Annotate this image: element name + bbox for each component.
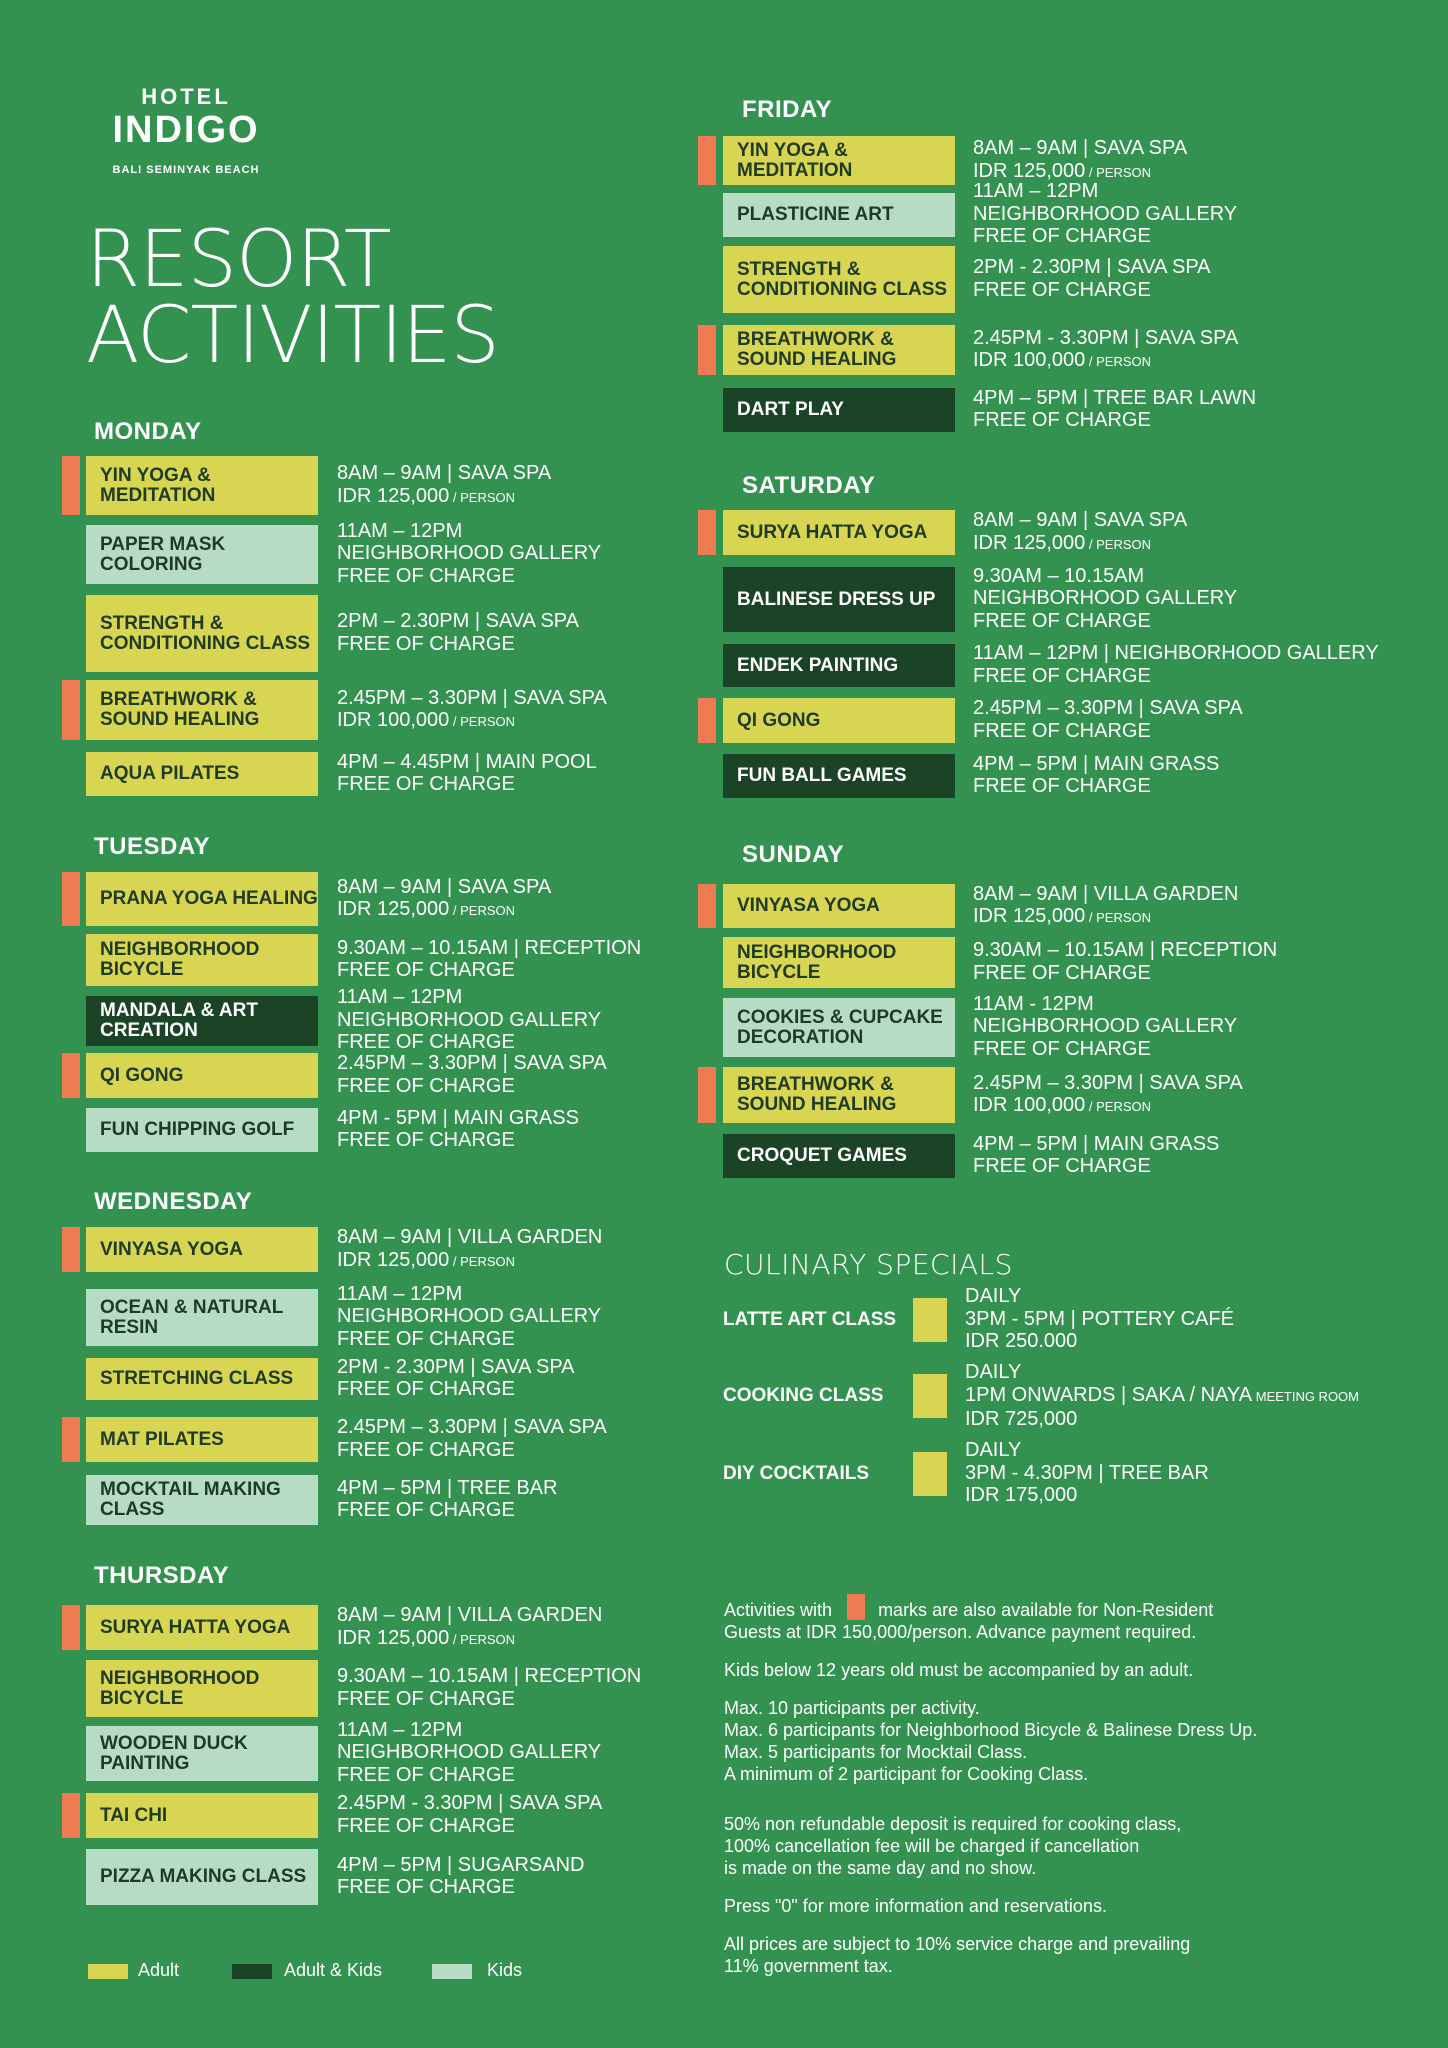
activity-friday-4[interactable] bbox=[723, 325, 955, 375]
price-unit: / PERSON bbox=[449, 903, 516, 918]
non-resident-mark bbox=[698, 325, 716, 375]
day-heading-friday: FRIDAY bbox=[742, 96, 833, 123]
activity-details bbox=[973, 993, 1237, 1061]
activity-tuesday-5[interactable] bbox=[86, 1108, 318, 1152]
detail-line: IDR 100,000 / PERSON bbox=[973, 349, 1152, 371]
activity-details bbox=[973, 137, 1187, 184]
activity-name: NEIGHBORHOOD BICYCLE bbox=[100, 939, 260, 980]
detail-line: 11AM – 12PM bbox=[337, 1718, 463, 1741]
activity-name: TAI CHI bbox=[100, 1804, 168, 1826]
price-unit: / PERSON bbox=[1085, 354, 1152, 369]
note-max: Max. 10 participants per activity. Max. 6 participants for Neighborhood Bicycle & Balinese Dress Up. Max. 5 participants for Mocktail Class. A minimum of 2 participant for Cooking Class. bbox=[724, 1698, 1258, 1784]
activity-details bbox=[973, 1072, 1243, 1119]
detail-line: 11AM – 12PM bbox=[337, 519, 463, 542]
detail-line: FREE OF CHARGE bbox=[973, 609, 1151, 632]
culinary-details bbox=[965, 1439, 1209, 1507]
activity-details bbox=[337, 1854, 584, 1899]
activity-wednesday-3[interactable] bbox=[86, 1358, 318, 1400]
activity-name: AQUA PILATES bbox=[100, 763, 240, 784]
activity-details bbox=[973, 509, 1187, 556]
detail-line: 8AM – 9AM | SAVA SPA bbox=[337, 875, 552, 898]
detail-line: 2.45PM - 3.30PM | SAVA SPA bbox=[973, 326, 1239, 349]
price-unit: / PERSON bbox=[449, 489, 516, 505]
activity-saturday-2[interactable] bbox=[723, 567, 955, 632]
activity-monday-3[interactable] bbox=[86, 595, 318, 672]
activity-details bbox=[337, 1052, 607, 1097]
non-resident-mark bbox=[698, 510, 716, 555]
activity-friday-5[interactable] bbox=[723, 388, 955, 432]
activity-name: OCEAN & NATURAL RESIN bbox=[100, 1296, 283, 1338]
detail-line: 2.45PM – 3.30PM | SAVA SPA bbox=[337, 1052, 607, 1074]
detail-line: FREE OF CHARGE bbox=[973, 775, 1151, 797]
detail-line: 11AM - 12PM bbox=[973, 992, 1094, 1015]
activity-name: YIN YOGA & MEDITATION bbox=[100, 464, 216, 506]
detail-line: FREE OF CHARGE bbox=[337, 1499, 515, 1521]
activity-name: PLASTICINE ART bbox=[737, 204, 894, 225]
price-unit: / PERSON bbox=[449, 1631, 516, 1647]
room-suffix: MEETING ROOM bbox=[1252, 1388, 1359, 1404]
non-resident-mark bbox=[62, 1417, 80, 1462]
activity-name: SURYA HATTA YOGA bbox=[737, 521, 928, 543]
detail-line: NEIGHBORHOOD GALLERY bbox=[337, 1008, 602, 1031]
detail-line: 8AM – 9AM | SAVA SPA bbox=[973, 137, 1188, 159]
detail-line: FREE OF CHARGE bbox=[337, 632, 515, 655]
activity-name: MAT PILATES bbox=[100, 1428, 224, 1450]
detail-line: DAILY bbox=[965, 1361, 1022, 1383]
detail-line: FREE OF CHARGE bbox=[337, 564, 515, 587]
non-resident-mark bbox=[62, 1227, 80, 1272]
legend-label-1: Adult bbox=[138, 1960, 180, 1980]
activity-name: PIZZA MAKING CLASS bbox=[100, 1866, 307, 1887]
detail-line: NEIGHBORHOOD GALLERY bbox=[973, 1015, 1238, 1038]
detail-line: 2.45PM – 3.30PM | SAVA SPA bbox=[973, 697, 1243, 719]
activity-monday-4[interactable] bbox=[86, 680, 318, 740]
detail-line: IDR 125,000 / PERSON bbox=[337, 484, 516, 507]
detail-line: 11AM – 12PM bbox=[973, 180, 1099, 203]
detail-line: 4PM – 5PM | MAIN GRASS bbox=[973, 752, 1220, 775]
culinary-details bbox=[965, 1285, 1234, 1353]
detail-line: 3PM - 4.30PM | TREE BAR bbox=[965, 1461, 1209, 1484]
activity-saturday-4[interactable] bbox=[723, 698, 955, 743]
activity-sunday-3[interactable] bbox=[723, 998, 955, 1057]
detail-line: IDR 125,000 / PERSON bbox=[973, 531, 1152, 554]
detail-line: 4PM - 5PM | MAIN GRASS bbox=[337, 1106, 579, 1129]
detail-line: FREE OF CHARGE bbox=[973, 409, 1151, 431]
non-resident-mark bbox=[698, 136, 716, 185]
activity-name: FUN CHIPPING GOLF bbox=[100, 1119, 295, 1140]
activity-details bbox=[973, 753, 1219, 798]
activity-details bbox=[337, 1416, 607, 1461]
activity-monday-5[interactable] bbox=[86, 752, 318, 796]
detail-line: 11AM – 12PM | NEIGHBORHOOD GALLERY bbox=[973, 642, 1379, 664]
activity-sunday-1[interactable] bbox=[723, 884, 955, 928]
activity-wednesday-2[interactable] bbox=[86, 1289, 318, 1346]
day-heading-wednesday: WEDNESDAY bbox=[94, 1188, 253, 1215]
activity-wednesday-1[interactable] bbox=[86, 1227, 318, 1272]
activity-details bbox=[337, 1107, 579, 1152]
activity-sunday-4[interactable] bbox=[723, 1067, 955, 1123]
culinary-item-diy-cocktails[interactable]: DIY COCKTAILS bbox=[723, 1463, 870, 1484]
detail-line: FREE OF CHARGE bbox=[337, 1814, 515, 1837]
activity-details bbox=[973, 256, 1211, 301]
non-resident-mark bbox=[62, 680, 80, 740]
activity-thursday-1[interactable] bbox=[86, 1605, 318, 1650]
detail-line: FREE OF CHARGE bbox=[973, 664, 1151, 687]
activity-details bbox=[973, 939, 1277, 984]
price-unit: / PERSON bbox=[1085, 164, 1152, 180]
detail-line: IDR 125,000 / PERSON bbox=[973, 159, 1152, 182]
detail-line: 8AM – 9AM | SAVA SPA bbox=[973, 509, 1188, 531]
activity-thursday-3[interactable] bbox=[86, 1726, 318, 1781]
price-unit: / PERSON bbox=[1085, 536, 1152, 552]
culinary-title: CULINARY SPECIALS bbox=[724, 1248, 1013, 1281]
detail-line: 4PM – 4.45PM | MAIN POOL bbox=[337, 750, 597, 773]
activity-details bbox=[337, 687, 607, 734]
non-resident-mark bbox=[62, 456, 80, 515]
activity-wednesday-5[interactable] bbox=[86, 1475, 318, 1525]
activity-name: ENDEK PAINTING bbox=[737, 654, 899, 676]
detail-line: IDR 725,000 bbox=[965, 1408, 1078, 1430]
activity-details bbox=[337, 1283, 601, 1351]
activity-name: STRETCHING CLASS bbox=[100, 1368, 294, 1389]
detail-line: 9.30AM – 10.15AM | RECEPTION bbox=[973, 939, 1278, 961]
logo-indigo: INDIGO bbox=[112, 109, 260, 151]
detail-line: 2.45PM - 3.30PM | SAVA SPA bbox=[337, 1792, 603, 1814]
activity-name: VINYASA YOGA bbox=[737, 895, 880, 916]
detail-line: 11AM – 12PM bbox=[337, 1282, 463, 1305]
culinary-swatch bbox=[913, 1374, 947, 1418]
detail-line: IDR 125,000 / PERSON bbox=[337, 1248, 516, 1271]
mark-swatch-icon bbox=[847, 1594, 865, 1620]
detail-line: FREE OF CHARGE bbox=[337, 1031, 515, 1054]
detail-line: FREE OF CHARGE bbox=[337, 959, 515, 981]
activity-name: QI GONG bbox=[737, 709, 821, 731]
detail-line: FREE OF CHARGE bbox=[973, 1155, 1151, 1177]
activity-name: BREATHWORK & SOUND HEALING bbox=[100, 689, 260, 730]
activity-friday-1[interactable] bbox=[723, 136, 955, 185]
activity-details bbox=[337, 1226, 602, 1273]
logo-hotel: HOTEL bbox=[141, 84, 231, 109]
activity-details bbox=[973, 565, 1237, 633]
detail-line: FREE OF CHARGE bbox=[973, 719, 1151, 742]
detail-line: IDR 125,000 / PERSON bbox=[973, 905, 1152, 927]
detail-line: 2.45PM – 3.30PM | SAVA SPA bbox=[337, 686, 607, 709]
non-resident-mark bbox=[62, 1793, 80, 1838]
day-heading-thursday: THURSDAY bbox=[94, 1562, 230, 1589]
activity-name: SURYA HATTA YOGA bbox=[100, 1616, 291, 1638]
detail-line: FREE OF CHARGE bbox=[337, 1378, 515, 1400]
detail-line: NEIGHBORHOOD GALLERY bbox=[973, 202, 1238, 225]
non-resident-mark bbox=[698, 698, 716, 743]
note-kids: Kids below 12 years old must be accompanied by an adult. bbox=[724, 1660, 1194, 1680]
activity-friday-3[interactable] bbox=[723, 246, 955, 313]
detail-line: 8AM – 9AM | VILLA GARDEN bbox=[973, 882, 1239, 905]
activity-details bbox=[337, 1792, 602, 1837]
detail-line: FREE OF CHARGE bbox=[337, 1327, 515, 1350]
non-resident-mark bbox=[62, 1605, 80, 1650]
detail-line: DAILY bbox=[965, 1439, 1022, 1461]
detail-line: FREE OF CHARGE bbox=[337, 1876, 515, 1898]
culinary-swatch bbox=[913, 1452, 947, 1496]
activity-name: STRENGTH & CONDITIONING CLASS bbox=[737, 258, 948, 300]
culinary-swatch bbox=[913, 1298, 947, 1342]
activity-friday-2[interactable] bbox=[723, 193, 955, 237]
activity-name: VINYASA YOGA bbox=[100, 1238, 243, 1260]
note-non-resident: Activities with marks are also available for Non-Resident Guests at IDR 150,000/person. Advance payment required. bbox=[724, 1594, 1414, 1643]
activity-sunday-5[interactable] bbox=[723, 1134, 955, 1178]
activity-tuesday-3[interactable] bbox=[86, 996, 318, 1046]
activity-details bbox=[973, 1133, 1219, 1178]
activity-details bbox=[337, 1604, 602, 1651]
activity-details bbox=[337, 986, 601, 1054]
activity-name: COOKIES & CUPCAKE DECORATION bbox=[737, 1006, 943, 1048]
activity-name: BALINESE DRESS UP bbox=[737, 588, 936, 610]
detail-line: FREE OF CHARGE bbox=[973, 1037, 1151, 1060]
detail-line: 9.30AM – 10.15AM | RECEPTION bbox=[337, 936, 642, 959]
activity-saturday-1[interactable] bbox=[723, 510, 955, 555]
legend-swatch-3 bbox=[432, 1964, 472, 1979]
detail-line: 2PM - 2.30PM | SAVA SPA bbox=[973, 256, 1211, 278]
detail-line: IDR 100,000 / PERSON bbox=[337, 709, 516, 731]
activity-name: WOODEN DUCK PAINTING bbox=[100, 1732, 248, 1774]
activity-tuesday-4[interactable] bbox=[86, 1053, 318, 1098]
activity-details bbox=[337, 1356, 575, 1401]
hotel-logo bbox=[86, 84, 286, 176]
activity-monday-1[interactable] bbox=[86, 456, 318, 515]
activity-details bbox=[337, 1477, 557, 1522]
note-press: Press "0" for more information and reservations. bbox=[724, 1896, 1107, 1916]
activity-name: MOCKTAIL MAKING CLASS bbox=[100, 1479, 281, 1520]
activity-thursday-4[interactable] bbox=[86, 1793, 318, 1838]
day-heading-tuesday: TUESDAY bbox=[94, 833, 210, 860]
page-title bbox=[86, 215, 499, 381]
activity-saturday-5[interactable] bbox=[723, 754, 955, 798]
detail-line: NEIGHBORHOOD GALLERY bbox=[973, 587, 1238, 610]
price-unit: / PERSON bbox=[1085, 910, 1152, 925]
detail-line: IDR 125,000 / PERSON bbox=[337, 1626, 516, 1649]
detail-line: 1PM ONWARDS | SAKA / NAYA MEETING ROOM bbox=[965, 1383, 1359, 1406]
detail-line: 9.30AM – 10.15AM | RECEPTION bbox=[337, 1665, 642, 1687]
activity-thursday-5[interactable] bbox=[86, 1849, 318, 1905]
activity-details bbox=[337, 462, 551, 509]
detail-line: 2.45PM – 3.30PM | SAVA SPA bbox=[337, 1416, 607, 1438]
activity-details bbox=[337, 610, 579, 655]
day-heading-monday: MONDAY bbox=[94, 418, 202, 445]
price-unit: / PERSON bbox=[449, 1253, 516, 1269]
notes bbox=[724, 1594, 1414, 1993]
culinary-details bbox=[965, 1361, 1359, 1431]
detail-line: IDR 125,000 / PERSON bbox=[337, 898, 516, 920]
activity-details bbox=[337, 520, 601, 588]
detail-line: FREE OF CHARGE bbox=[337, 1438, 515, 1461]
activity-name: MANDALA & ART CREATION bbox=[100, 1000, 258, 1041]
legend-label-2: Adult & Kids bbox=[284, 1960, 383, 1980]
activity-details bbox=[973, 327, 1238, 374]
activity-name: DART PLAY bbox=[737, 399, 844, 420]
activity-name: QI GONG bbox=[100, 1064, 184, 1086]
activity-details bbox=[337, 751, 597, 796]
title-line-2: ACTIVITIES bbox=[86, 291, 499, 381]
activity-name: YIN YOGA & MEDITATION bbox=[737, 139, 853, 181]
day-heading-saturday: SATURDAY bbox=[742, 472, 876, 499]
detail-line: FREE OF CHARGE bbox=[973, 225, 1151, 248]
activity-name: NEIGHBORHOOD BICYCLE bbox=[100, 1667, 260, 1709]
non-resident-mark bbox=[62, 1053, 80, 1098]
culinary-item-cooking-class[interactable]: COOKING CLASS bbox=[723, 1385, 884, 1406]
detail-line: 4PM – 5PM | TREE BAR bbox=[337, 1476, 558, 1499]
detail-line: FREE OF CHARGE bbox=[973, 278, 1151, 301]
detail-line: 4PM – 5PM | MAIN GRASS bbox=[973, 1132, 1220, 1155]
activity-details bbox=[973, 883, 1238, 930]
price-unit: / PERSON bbox=[1085, 1099, 1152, 1114]
non-resident-mark bbox=[698, 1067, 716, 1123]
detail-line: FREE OF CHARGE bbox=[337, 1074, 515, 1097]
activity-name: NEIGHBORHOOD BICYCLE bbox=[737, 941, 897, 983]
note-prices: All prices are subject to 10% service charge and prevailing 11% government tax. bbox=[724, 1934, 1191, 1976]
activity-sunday-2[interactable] bbox=[723, 937, 955, 988]
detail-line: 2.45PM – 3.30PM | SAVA SPA bbox=[973, 1071, 1243, 1094]
culinary-item-latte-art-class[interactable]: LATTE ART CLASS bbox=[723, 1309, 897, 1330]
detail-line: FREE OF CHARGE bbox=[337, 1687, 515, 1710]
detail-line: 4PM – 5PM | TREE BAR LAWN bbox=[973, 386, 1257, 409]
day-heading-sunday: SUNDAY bbox=[742, 841, 845, 868]
activity-name: PAPER MASK COLORING bbox=[100, 533, 226, 575]
activity-wednesday-4[interactable] bbox=[86, 1417, 318, 1462]
activity-details bbox=[337, 937, 641, 982]
title-line-1: RESORT bbox=[86, 215, 391, 305]
detail-line: 8AM – 9AM | VILLA GARDEN bbox=[337, 1604, 603, 1626]
detail-line: IDR 175,000 bbox=[965, 1484, 1078, 1506]
detail-line: IDR 250.000 bbox=[965, 1330, 1078, 1352]
activity-name: PRANA YOGA HEALING bbox=[100, 888, 318, 909]
activity-monday-2[interactable] bbox=[86, 525, 318, 584]
activity-name: BREATHWORK & SOUND HEALING bbox=[737, 1074, 897, 1115]
activity-details bbox=[337, 876, 551, 923]
logo-location: BALI SEMINYAK BEACH bbox=[112, 164, 260, 176]
detail-line: FREE OF CHARGE bbox=[973, 961, 1151, 984]
activity-details bbox=[337, 1665, 641, 1710]
detail-line: FREE OF CHARGE bbox=[337, 1129, 515, 1151]
activity-tuesday-1[interactable] bbox=[86, 872, 318, 926]
non-resident-mark bbox=[698, 884, 716, 928]
detail-line: 2PM – 2.30PM | SAVA SPA bbox=[337, 610, 579, 632]
activity-name: CROQUET GAMES bbox=[737, 1145, 907, 1166]
activity-details bbox=[337, 1719, 601, 1787]
legend-label-3: Kids bbox=[487, 1960, 523, 1980]
detail-line: 11AM – 12PM bbox=[337, 986, 463, 1009]
activity-name: FUN BALL GAMES bbox=[737, 765, 907, 786]
detail-line: 9.30AM – 10.15AM bbox=[973, 564, 1145, 587]
activity-tuesday-2[interactable] bbox=[86, 934, 318, 986]
detail-line: FREE OF CHARGE bbox=[337, 773, 515, 795]
detail-line: 4PM – 5PM | SUGARSAND bbox=[337, 1853, 585, 1876]
detail-line: 8AM – 9AM | SAVA SPA bbox=[337, 462, 552, 484]
detail-line: 3PM - 5PM | POTTERY CAFÉ bbox=[965, 1307, 1234, 1330]
activity-name: BREATHWORK & SOUND HEALING bbox=[737, 329, 897, 370]
activity-details bbox=[973, 180, 1237, 248]
detail-line: IDR 100,000 / PERSON bbox=[973, 1094, 1152, 1116]
detail-line: 2PM - 2.30PM | SAVA SPA bbox=[337, 1355, 575, 1378]
activity-name: STRENGTH & CONDITIONING CLASS bbox=[100, 612, 311, 654]
price-unit: / PERSON bbox=[449, 714, 516, 729]
legend-swatch-1 bbox=[88, 1964, 128, 1979]
detail-line: NEIGHBORHOOD GALLERY bbox=[337, 1741, 602, 1764]
activity-thursday-2[interactable] bbox=[86, 1660, 318, 1717]
non-resident-mark bbox=[62, 872, 80, 926]
legend-swatch-2 bbox=[232, 1964, 272, 1979]
activity-details bbox=[973, 642, 1379, 687]
detail-line: 8AM – 9AM | VILLA GARDEN bbox=[337, 1226, 603, 1248]
note-deposit: 50% non refundable deposit is required for cooking class, 100% cancellation fee will be charged if cancellation is made on the same day and no show. bbox=[724, 1814, 1182, 1878]
detail-line: DAILY bbox=[965, 1285, 1022, 1307]
detail-line: FREE OF CHARGE bbox=[337, 1763, 515, 1786]
detail-line: NEIGHBORHOOD GALLERY bbox=[337, 1305, 602, 1328]
activity-details bbox=[973, 697, 1243, 742]
activity-saturday-3[interactable] bbox=[723, 644, 955, 687]
detail-line: NEIGHBORHOOD GALLERY bbox=[337, 542, 602, 565]
activity-details bbox=[973, 387, 1256, 432]
